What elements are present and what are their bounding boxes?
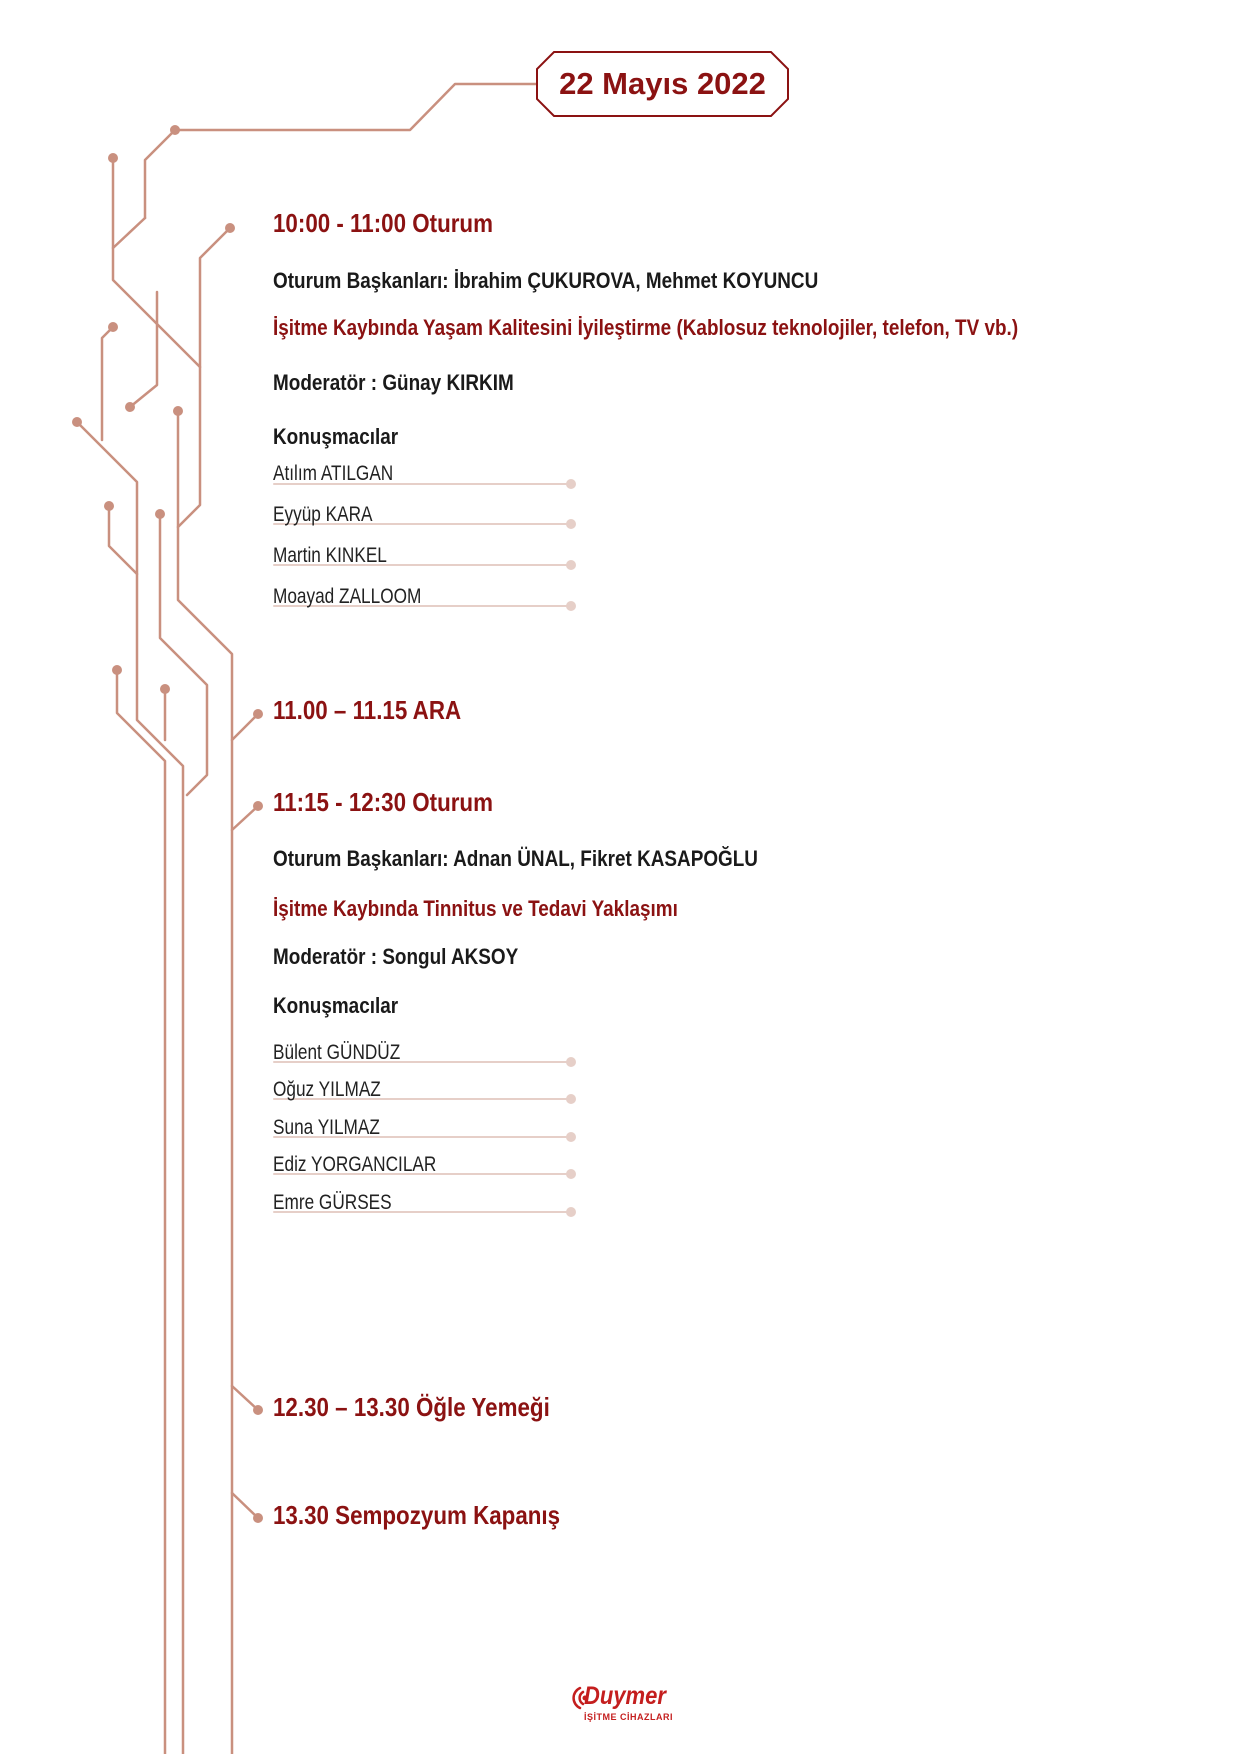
circuit-trace — [117, 670, 165, 1754]
circuit-trace — [109, 506, 137, 574]
date-badge — [536, 51, 789, 117]
speaker-name: Oğuz YILMAZ — [273, 1078, 381, 1101]
logo-name: Duymer — [584, 1682, 666, 1710]
session1-chairs: Oturum Başkanları: İbrahim ÇUKUROVA, Mehmet KOYUNCU — [273, 268, 819, 293]
session2-chairs: Oturum Başkanları: Adnan ÜNAL, Fikret KASAPOĞLU — [273, 846, 758, 871]
date-label: 22 Mayıs 2022 — [559, 66, 766, 101]
circuit-node — [160, 684, 170, 694]
circuit-trace — [160, 514, 207, 795]
session1-speakers-label: Konuşmacılar — [273, 424, 399, 449]
circuit-node — [170, 125, 180, 135]
circuit-node — [108, 153, 118, 163]
speaker-name: Bülent GÜNDÜZ — [273, 1041, 401, 1064]
circuit-trace — [113, 158, 145, 248]
circuit-trace — [232, 1386, 258, 1410]
speaker-name: Atılım ATILGAN — [273, 462, 394, 485]
session1-topic: İşitme Kaybında Yaşam Kalitesini İyileştirme (Kablosuz teknolojiler, telefon, TV vb.) — [273, 315, 1019, 340]
speaker-node — [566, 601, 576, 611]
circuit-trace — [232, 806, 258, 830]
closing-heading: 13.30 Sempozyum Kapanış — [273, 1500, 561, 1530]
circuit-node — [173, 406, 183, 416]
circuit-trace — [77, 422, 183, 1754]
speaker-name: Ediz YORGANCILAR — [273, 1153, 437, 1176]
session2-topic: İşitme Kaybında Tinnitus ve Tedavi Yaklaşımı — [273, 896, 678, 921]
duymer-logo — [566, 1682, 686, 1728]
circuit-node — [253, 709, 263, 719]
speaker-name: Emre GÜRSES — [273, 1191, 392, 1214]
session1-moderator: Moderatör : Günay KIRKIM — [273, 370, 514, 395]
circuit-node — [225, 223, 235, 233]
break-heading: 11.00 – 11.15 ARA — [273, 695, 462, 725]
speaker-node — [566, 479, 576, 489]
session2-speakers-label: Konuşmacılar — [273, 993, 399, 1018]
speaker-node — [566, 1169, 576, 1179]
circuit-node — [155, 509, 165, 519]
speaker-node — [566, 1094, 576, 1104]
circuit-trace — [145, 84, 536, 218]
circuit-node — [112, 665, 122, 675]
circuit-trace — [178, 228, 230, 527]
circuit-node — [253, 1513, 263, 1523]
session2-time-heading: 11:15 - 12:30 Oturum — [273, 787, 493, 817]
circuit-node — [253, 801, 263, 811]
speaker-name: Suna YILMAZ — [273, 1116, 380, 1139]
logo-subtitle: İŞİTME CİHAZLARI — [584, 1712, 673, 1722]
circuit-node — [253, 1405, 263, 1415]
session1-time-heading: 10:00 - 11:00 Oturum — [273, 208, 493, 238]
circuit-node — [104, 501, 114, 511]
lunch-heading: 12.30 – 13.30 Öğle Yemeği — [273, 1392, 550, 1422]
speaker-name: Moayad ZALLOOM — [273, 585, 422, 608]
circuit-node — [125, 402, 135, 412]
circuit-trace — [232, 714, 258, 740]
speaker-node — [566, 1057, 576, 1067]
speaker-name: Martin KINKEL — [273, 544, 387, 567]
circuit-trace — [102, 327, 113, 440]
speaker-node — [566, 519, 576, 529]
speaker-node — [566, 1132, 576, 1142]
circuit-trace — [232, 1493, 258, 1518]
circuit-node — [72, 417, 82, 427]
speaker-node — [566, 560, 576, 570]
circuit-node — [108, 322, 118, 332]
circuit-trace — [178, 411, 232, 1754]
session2-moderator: Moderatör : Songul AKSOY — [273, 944, 519, 969]
speaker-node — [566, 1207, 576, 1217]
speaker-name: Eyyüp KARA — [273, 503, 373, 526]
